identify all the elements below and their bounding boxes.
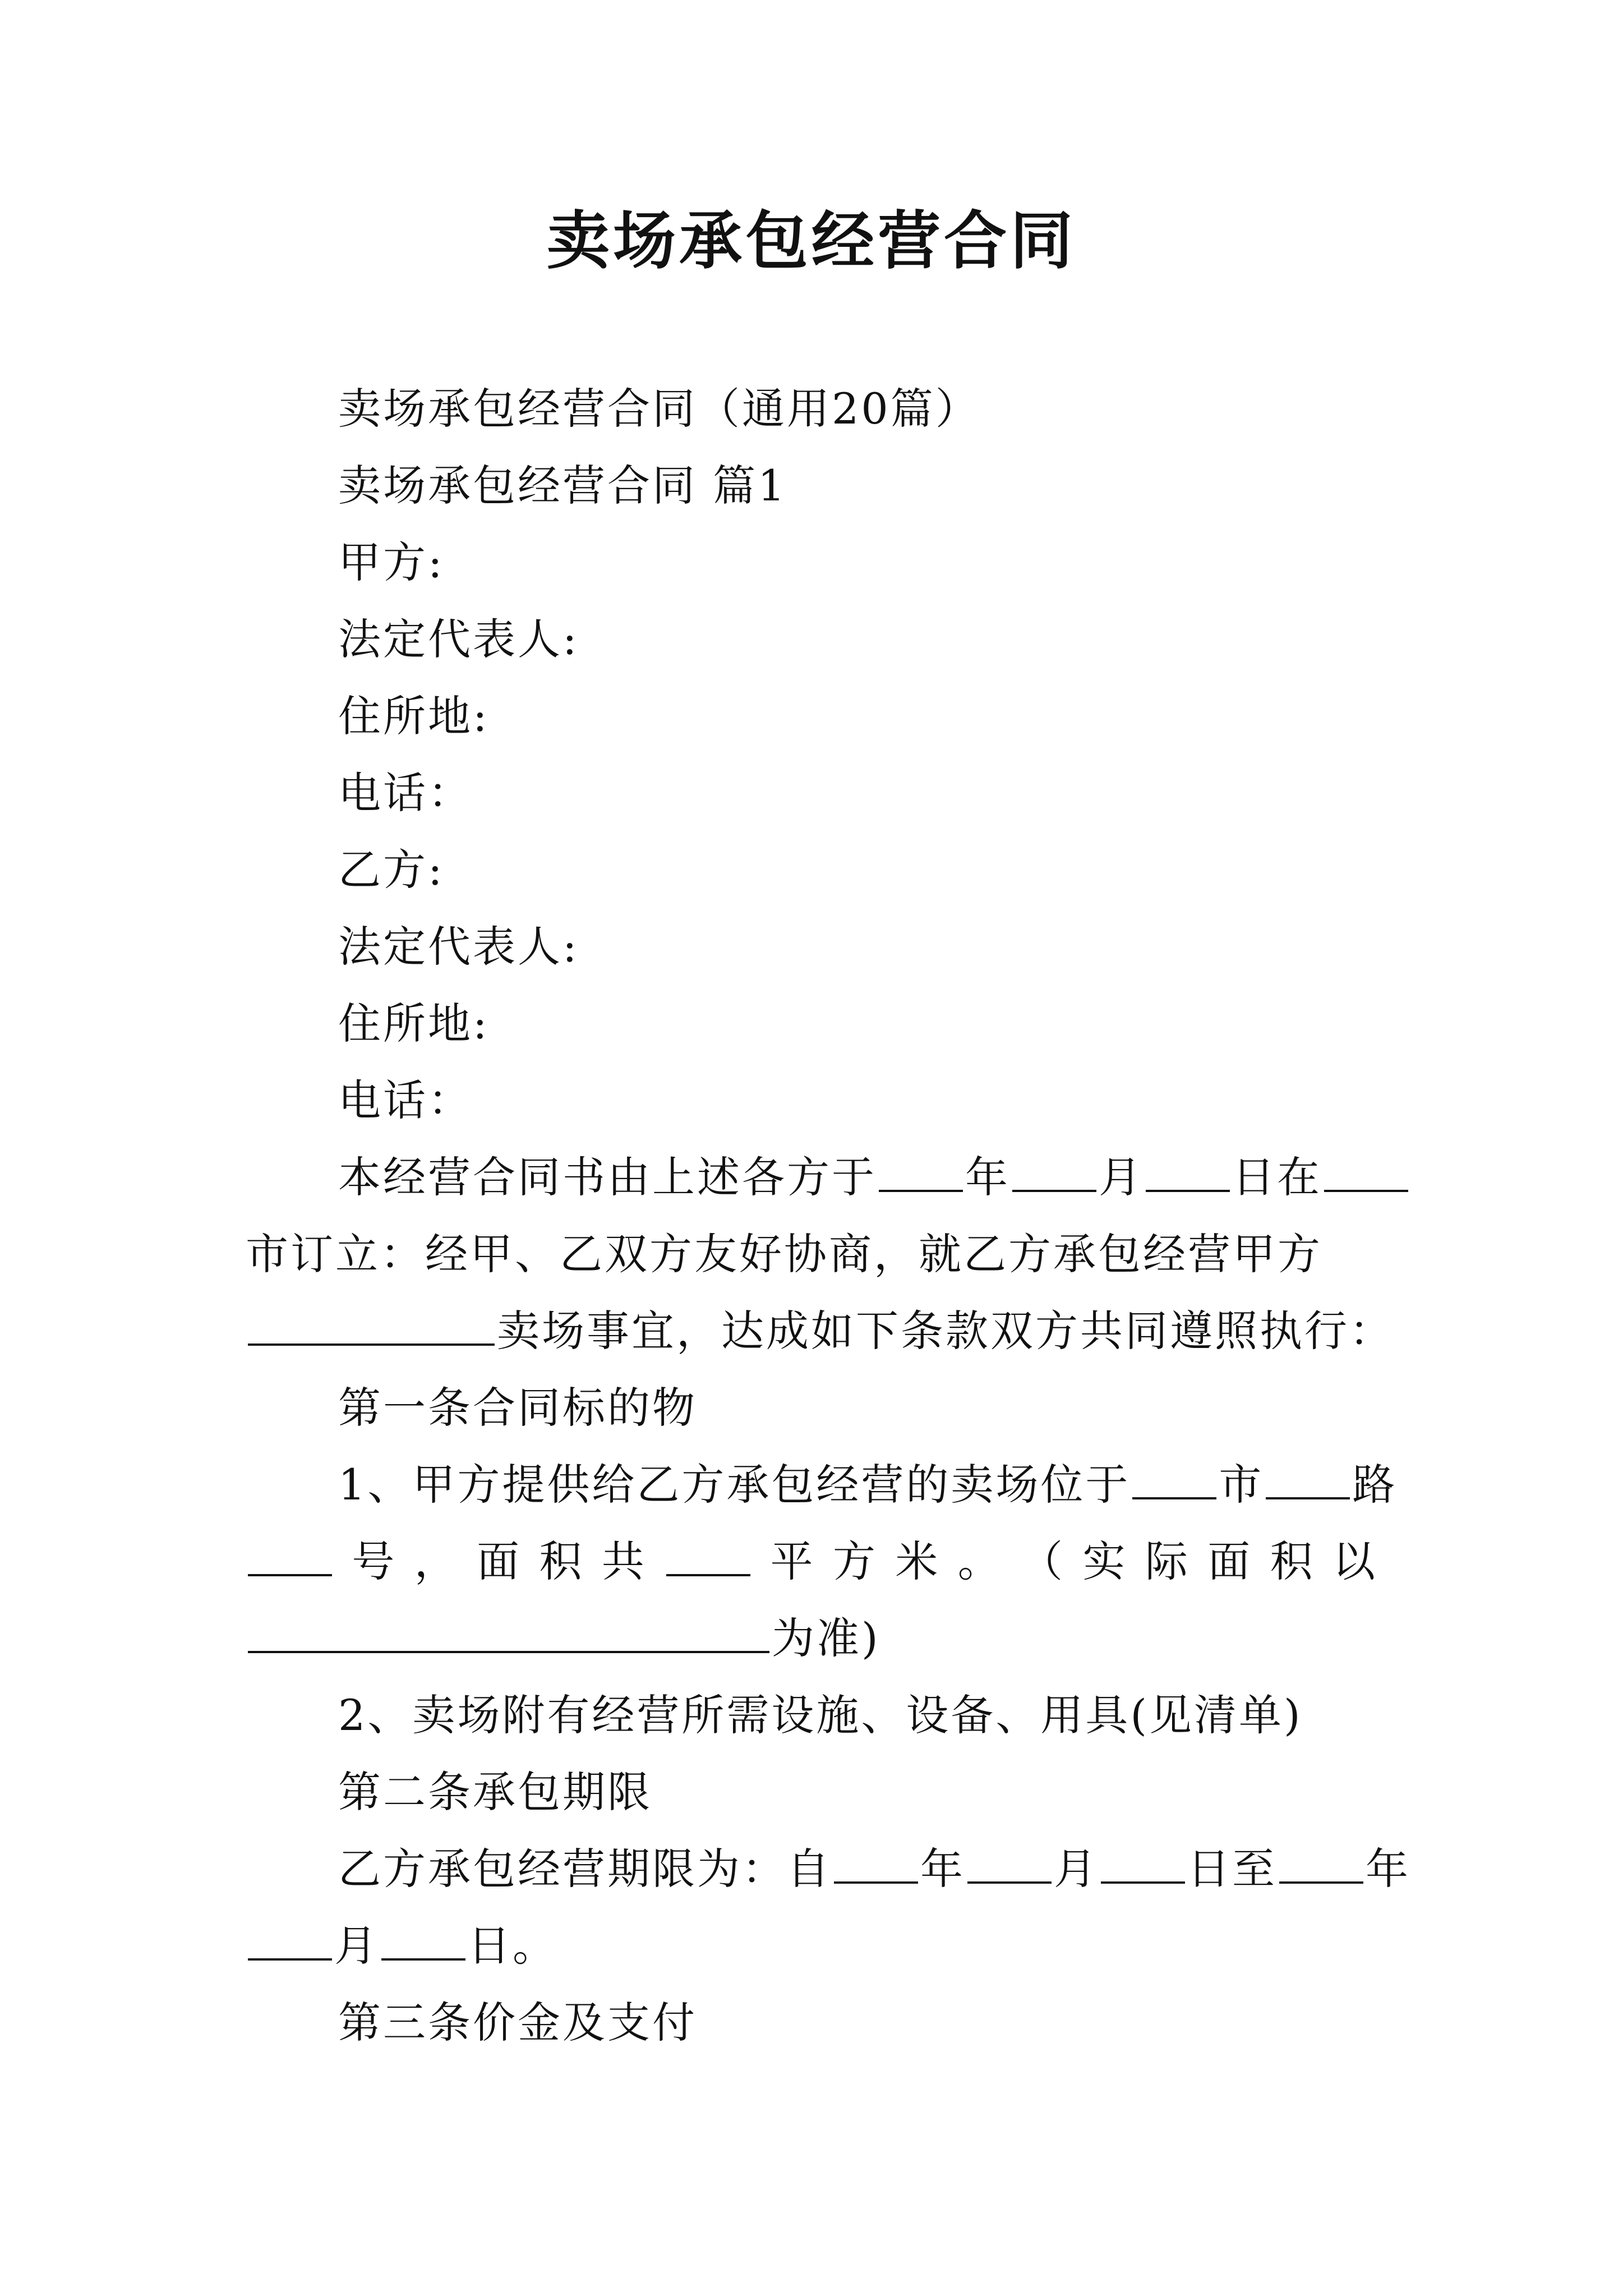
article-2-heading: 第二条承包期限 (338, 1767, 652, 1817)
article-1-clause-2: 2、卖场附有经营所需设施、设备、用具(见清单) (338, 1690, 1303, 1740)
blank-field (967, 1846, 1052, 1884)
blank-field (666, 1538, 750, 1576)
party-a-address: 住所地: (338, 691, 490, 741)
page-title: 卖场承包经营合同 (547, 204, 1076, 278)
party-a-representative: 法定代表人: (338, 614, 579, 664)
blank-field (834, 1846, 918, 1884)
article-1-clause-1-line-1: 1、甲方提供给乙方承包经营的卖场位于 市 路 (338, 1460, 1398, 1510)
blank-field (248, 1615, 769, 1653)
blank-field (1132, 1461, 1216, 1499)
party-b-phone: 电话： (338, 1075, 473, 1125)
article-2-line-2: 月 日。 (246, 1907, 1377, 1984)
blank-field (1012, 1154, 1096, 1192)
party-b-address: 住所地: (338, 999, 490, 1048)
section-heading: 卖场承包经营合同 篇1 (338, 461, 787, 510)
article-1-heading: 第一条合同标的物 (338, 1383, 697, 1433)
document-subtitle: 卖场承包经营合同（通用20篇） (338, 384, 980, 434)
document-body (246, 370, 1410, 2061)
blank-field (879, 1154, 963, 1192)
blank-field (248, 1308, 495, 1346)
blank-field (248, 1538, 332, 1576)
intro-line-1: 本经营合同书由上述各方于 年 月 日在 (246, 1139, 1377, 1216)
article-1-clause-1-line-3: 为准) (246, 1600, 1377, 1677)
article-1-clause-1-line-2: 号 ， 面 积 共 平 方 米 。 （ 实 际 面 积 以 (246, 1523, 1377, 1600)
blank-field (1101, 1846, 1185, 1884)
blank-field (1324, 1154, 1408, 1192)
blank-field (248, 1922, 332, 1961)
party-a-label: 甲方: (338, 537, 445, 587)
party-b-label: 乙方: (338, 845, 445, 895)
blank-field (381, 1922, 465, 1961)
intro-line-2: 市订立：经甲、乙双方友好协商，就乙方承包经营甲方 (246, 1229, 1322, 1279)
blank-field (1146, 1154, 1230, 1192)
party-b-representative: 法定代表人: (338, 922, 579, 972)
blank-field (1279, 1846, 1363, 1884)
intro-line-3: 卖场事宜，达成如下条款双方共同遵照执行： (246, 1292, 1377, 1369)
party-a-phone: 电话： (338, 768, 473, 818)
article-3-heading: 第三条价金及支付 (338, 1998, 697, 2047)
blank-field (1266, 1461, 1350, 1499)
article-2-line-1: 乙方承包经营期限为：自 年 月 日至 年 (338, 1844, 1410, 1894)
